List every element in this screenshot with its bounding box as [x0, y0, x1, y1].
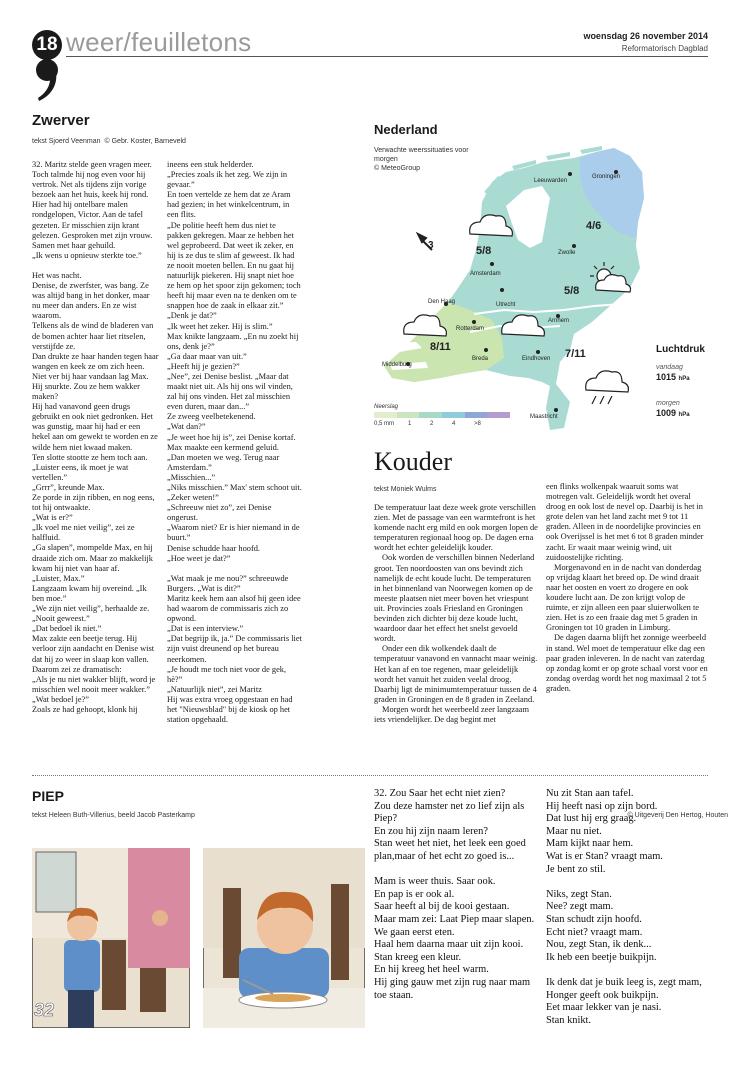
- piep-paragraph: 32. Zou Saar het echt niet zien? Zou deze hamster net zo lief zijn als Piep? En zou hij zijn naam leren? Stan weet het niet, het leek een goed plan,maar of het echt zo goed is...: [374, 788, 526, 862]
- city-label: Leeuwarden: [534, 178, 568, 184]
- chair: [223, 888, 241, 978]
- kouder-paragraph: Onder een dik wolkendek daalt de temperatuur vanavond en vannacht maar weinig. Het kan af en toe regenen, maar geleidelijk wordt het vanuit het zuiden veelal droog. Daarbij ligt de minimumtemperatuur tussen de 4 graden in Groningen en de 8 graden in Zeeland.: [374, 644, 538, 704]
- city-label: Arnhem: [548, 318, 570, 324]
- zwerver-paragraph: 32. Maritz stelde geen vragen meer. Toch talmde hij nog even voor hij vertrok. Net als tijdens zijn vorige bezoek aan het huis, keek hij rond. Hier had hij ontelbare malen rondgelopen, Victor. Aan de tafel gezeten. Er misschien zijn krant gelezen. Gesproken met zijn vrouw. Samen met haar gehuild. „Ik wens u opnieuw sterkte toe.”: [32, 160, 153, 260]
- comic-panel-1: [32, 848, 190, 1028]
- city-label: Middelburg: [382, 362, 412, 368]
- legend-tick: 0,5 mm: [374, 421, 395, 427]
- mother-figure: [128, 848, 190, 968]
- zwerver-publisher: © Gebr. Koster, Barneveld: [104, 138, 186, 145]
- kouder-paragraph: Morgenavond en in de nacht van donderdag op vrijdag klaart het breed op. De wind draait naar het oosten en voert zo drogere en ook koudere lucht aan. De zon krijgt volop de ruimte, er zijn alleen een paar sluierwolken te zien. Het is zo een fraaie dag met 5 graden in Groningen tot 10 graden in Limburg.: [546, 562, 702, 633]
- zwerver-author: tekst Sjoerd Veenman: [32, 138, 101, 145]
- piep-column-1: [374, 788, 544, 1015]
- page-number: 18: [32, 30, 62, 60]
- map-title: Nederland: [374, 122, 438, 137]
- city-label: Utrecht: [496, 302, 516, 308]
- piep-paragraph: Niks, zegt Stan. Nee? zegt mam. Stan schudt zijn hoofd. Echt niet? vraagt mam. Nou, zegt Stan, ik denk... Ik heb een beetje buikpijn.: [546, 888, 657, 963]
- kouder-paragraph: Morgen wordt het weerbeeld zeer langzaam iets vriendelijker. De dag begint met: [374, 704, 530, 724]
- boy-legs: [68, 990, 94, 1028]
- kouder-paragraph: Ook worden de verschillen binnen Nederland groot. Ten noordoosten van ons bevindt zich namelijk de echt koude lucht. De temperaturen in het binnenland van Noorwegen komen op de meeste plaatsen niet meer boven het vriespunt uit. Provincies zoals Friesland en Groningen bevinden zich dichter bij deze koude lucht, waardoor daar het effect het snelst gevoeld wordt.: [374, 553, 535, 644]
- legend-swatch: [419, 412, 442, 418]
- kouder-credit: tekst Moniek Wulms: [374, 486, 437, 493]
- kouder-paragraph: een flinks wolkenpak waaruit soms wat motregen valt. Geleidelijk wordt het overal droog en ook lost de nevel op. Daarbij is het in grote delen van het land zacht met 9 tot 11 graden. Alleen in de noordelijke provincies en ook Overijssel is het met 6 tot 8 graden minder zacht. Er waait maar weinig wind, uit zuidoostelijke richting.: [546, 482, 704, 562]
- pressure-tomorrow: [656, 408, 690, 418]
- legend-swatch: [487, 412, 510, 418]
- city-label: Den Haag: [428, 299, 456, 305]
- comic-panel-2: [203, 848, 365, 1028]
- pressure-unit: hPa: [678, 376, 690, 382]
- piep-copyright: © Uitgeverij Den Hertog, Houten: [627, 812, 728, 819]
- legend-tick: 4: [452, 421, 456, 427]
- piep-credit: tekst Heleen Buth-Villerius, beeld Jacob Pasterkamp: [32, 812, 195, 819]
- legend-tick: 2: [430, 421, 434, 427]
- pressure-today-value: 1015: [656, 372, 677, 382]
- legend-tick: >8: [474, 421, 481, 427]
- pressure-title: Luchtdruk: [656, 344, 705, 355]
- zwerver-column-2: [167, 160, 302, 735]
- kouder-column-1: [374, 503, 538, 725]
- temperature-label: 8/11: [430, 341, 451, 353]
- chair: [331, 884, 349, 980]
- city-label: Zwolle: [558, 250, 576, 256]
- rain-legend-label: Neerslag: [374, 404, 399, 410]
- map-subtitle-text: Verwachte weerssituaties voor morgen: [374, 147, 469, 163]
- temperature-label: 7/11: [565, 348, 586, 360]
- piep-paragraph: Ik denk dat je buik leeg is, zegt mam, Honger geeft ook buikpijn. Eet maar lekker van je nasi. Stan knikt.: [546, 976, 702, 1026]
- header-rule: [66, 56, 708, 57]
- window: [36, 852, 76, 912]
- zwerver-column-1: [32, 160, 160, 725]
- kouder-column-2: [546, 482, 710, 694]
- city-label: Eindhoven: [522, 356, 551, 362]
- pressure-today: [656, 372, 690, 382]
- zwerver-credit: [32, 138, 186, 145]
- wind-force-label: 3: [428, 240, 434, 251]
- city-label: Maastricht: [530, 414, 558, 420]
- piep-column-2: [546, 788, 711, 1040]
- nasi: [255, 994, 311, 1002]
- chair: [102, 940, 126, 1010]
- map-subtitle: [374, 146, 494, 173]
- pressure-unit: hPa: [678, 412, 690, 418]
- zwerver-title: Zwerver: [32, 112, 90, 129]
- piep-title: PIEP: [32, 788, 64, 804]
- comic-panel-number: 32: [34, 1000, 55, 1020]
- city-label: Breda: [472, 356, 489, 362]
- legend-tick: 1: [408, 421, 412, 427]
- section-divider: [32, 775, 708, 776]
- piep-paragraph: Mam is weer thuis. Saar ook. En pap is er ook al. Saar heeft al bij de kooi gestaan. Maar mam zei: Laat Piep maar slapen. We gaan eerst eten. Haal hem daarna maar uit zijn kooi. Stan kreeg een kleur. En hij kreeg het heel warm. Hij ging gauw met zijn rug naar mam toe staan.: [374, 876, 535, 1001]
- rain-legend-bar: [374, 412, 510, 418]
- kouder-title: Kouder: [374, 447, 452, 476]
- section-title: weer/feuilletons: [66, 27, 252, 57]
- comma-logo-icon: [34, 58, 60, 102]
- legend-swatch: [465, 412, 488, 418]
- pressure-tomorrow-value: 1009: [656, 408, 677, 418]
- city-label: Rotterdam: [456, 326, 485, 332]
- issue-date: woensdag 26 november 2014: [583, 31, 708, 41]
- legend-swatch: [374, 412, 397, 418]
- temperature-label: 5/8: [564, 285, 580, 297]
- kouder-paragraph: De temperatuur laat deze week grote verschillen zien. Met de passage van een warmtefront is het komende nacht erg mild en ook morgen lopen de temperaturen regionaal hoog op. De dagen erna wordt het echter geleidelijk kouder.: [374, 503, 538, 553]
- temperature-label: 5/8: [476, 245, 492, 257]
- boy-body: [64, 940, 100, 992]
- rain-cloud-icon: [586, 371, 629, 404]
- legend-swatch: [397, 412, 420, 418]
- pressure-tomorrow-label: morgen: [656, 400, 680, 407]
- kouder-paragraph: De dagen daarna blijft het zonnige weerbeeld in stand. Wel moet de temperatuur elke dag een paar graden inleveren. In de nacht van zaterdag op zondag komt er op grote schaal vorst voor en zondag overdag wordt het nog maximaal 2 tot 5 graden.: [546, 633, 708, 693]
- legend-swatch: [442, 412, 465, 418]
- newspaper-name: Reformatorisch Dagblad: [621, 44, 708, 53]
- city-label: Groningen: [592, 174, 621, 180]
- city-label: Amsterdam: [470, 271, 501, 277]
- zwerver-paragraph: „Wat maak je me nou?” schreeuwde Burgers. „Wat is dit?” Maritz keek hem aan alsof hij geen idee had waarom de commissaris zich zo opwond. „Dat is een interview.” „Dat begrijp ik, ja.” De commissaris liet zijn vuist dreunend op het bureau neerkomen. „Je houdt me toch niet voor de gek, hè?” „Natuurlijk niet”, zei Maritz Hij was extra vroeg opgestaan en had het "Nieuwsblad" bij de kiosk op het station opgehaald.: [167, 573, 302, 725]
- piep-paragraph: Nu zit Stan aan tafel. Hij heeft nasi op zijn bord. Dat lust hij erg graag. Maar nu niet. Mam kijkt naar hem. Wat is er Stan? vraagt mam. Je bent zo stil.: [546, 788, 663, 875]
- mother-arm: [152, 910, 168, 926]
- pressure-today-label: vandaag: [656, 364, 683, 371]
- zwerver-paragraph: ineens een stuk helderder. „Precies zoals ik het zeg. We zijn in gevaar.” En toen vertelde ze hem dat ze Aram had gezien; in het winkelcentrum, in een flits. „De politie heeft hem dus niet te pakken gekregen. Maar ze hebben het wel geprobeerd. Dat weet ik zeker, en hij is ze dus te slim af geweest. Ik had ze nooit moeten bellen. En nu gaat hij natuurlijk piekeren. Hij snapt niet hoe ze hem op het spoor zijn gekomen; toch heeft hij maar even na te denken om te snappen hoe de zaak in elkaar zit.” „Denk je dat?” „Ik weet het zeker. Hij is slim.” Max knikte langzaam. „En nu zoekt hij ons, denk je?” „Ga daar maar van uit.” „Heeft hij je gezien?” „Nee”, zei Denise beslist. „Maar dat maakt niet uit. Als hij ons wil vinden, zal hij ons vinden. Het zal misschien even duren, maar dan...” Ze zweeg veelbetekenend. „Wat dan?” „Je weet hoe hij is”, zei Denise kortaf. Max maakte een kermend geluid. „Dan moeten we weg. Terug naar Amsterdam.” „Misschien...” „Niks misschien.” Max' stem schoot uit. „Zeker weten!” „Schreeuw niet zo”, zei Denise ongerust. „Waarom niet? Er is hier niemand in de buurt.” Denise schudde haar hoofd. „Hoe weet je dat?”: [167, 160, 302, 563]
- zwerver-paragraph: Het was nacht. Denise, de zwerfster, was bang. Ze was altijd bang in het donker, maar nu meer dan anders. En ze wist waarom. Telkens als de wind de bladeren van de bomen achter haar liet ritselen, verstijfde ze. Dan drukte ze haar handen tegen haar wangen en keek ze om zich heen. Niet ver bij haar vandaan lag Max. Hij snurkte. Zou ze hem wakker maken? Hij had vanavond geen drugs gebruikt en ook niet gedronken. Het was gunstig, maar hij had er een hekel aan om gewekt te worden en ze wilde hem niet kwaad maken. Ten slotte stootte ze hem toch aan. „Luister eens, ik moet je wat vertellen.” „Grrr”, kreunde Max. Ze porde in zijn ribben, en nog eens, tot hij ontwaakte. „Wat is er?” „Ik voel me niet veilig”, zei ze halfluid. „Ga slapen”, mompelde Max, en hij draaide zich om. Maar zo makkelijk kwam hij niet van haar af. „Luister, Max.” Langzaam kwam hij overeind. „Ik ben moe.” „We zijn niet veilig”, herhaalde ze. „Nooit geweest.” „Dat bedoel ik niet.” Max zakte een beetje terug. Hij verloor zijn aandacht en Denise wist dat hij zo weer in slaap kon vallen. Daarom zei ze dramatisch: „Als je nu niet wakker blijft, word je misschien wel nooit meer wakker.” „Wat bedoel je?” Zoals ze had gehoopt, klonk hij: [32, 270, 159, 714]
- map-source: © MeteoGroup: [374, 165, 421, 172]
- temperature-label: 4/6: [586, 220, 602, 232]
- boy-body: [239, 948, 329, 998]
